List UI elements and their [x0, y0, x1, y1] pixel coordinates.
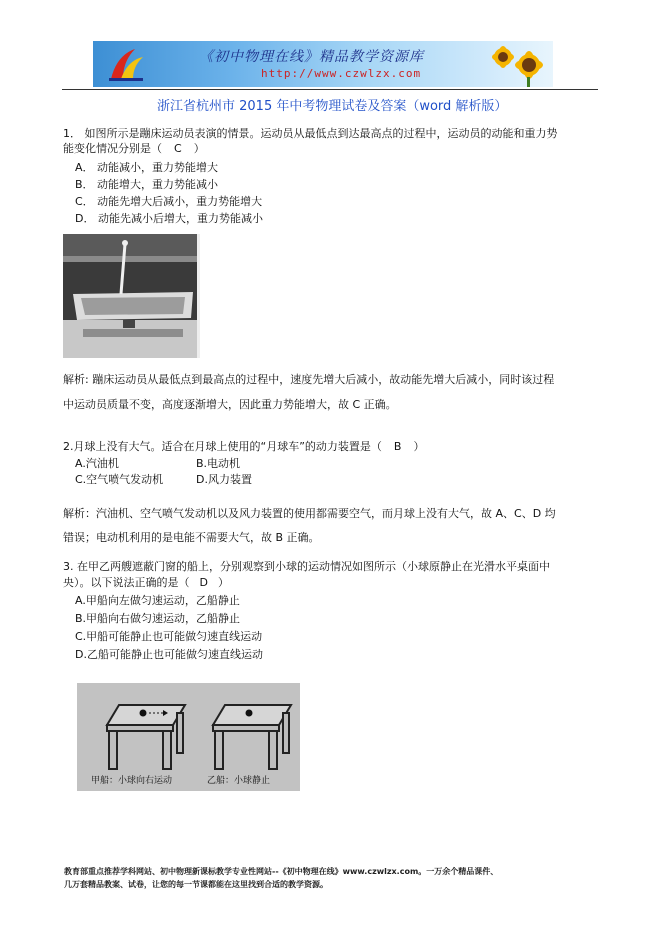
q3-stem-line1: 3. 在甲乙两艘遮蔽门窗的船上，分别观察到小球的运动情况如图所示（小球原静止在光滑水平桌面中	[63, 560, 550, 573]
q3-option-b: B.甲船向右做匀速运动，乙船静止	[75, 612, 241, 625]
site-logo-icon	[105, 45, 145, 83]
q2-answer: B	[393, 440, 402, 453]
q3-option-d: D.乙船可能静止也可能做匀速直线运动	[75, 648, 263, 661]
banner-title: 《初中物理在线》精品教学资源库	[199, 49, 424, 65]
q2-option-c: C.空气喷气发动机	[75, 473, 164, 486]
q2-stem-prefix: 2.月球上没有大气。适合在月球上使用的“月球车”的动力装置是（	[63, 440, 382, 453]
q3-answer: D	[199, 576, 208, 589]
header-rule	[62, 89, 598, 90]
q2-stem	[63, 440, 424, 454]
q1-option-c: C． 动能先增大后减小，重力势能增大	[75, 195, 263, 208]
figure-caption-left: 甲船：小球向右运动	[91, 776, 173, 786]
q2-option-a: A.汽油机	[75, 457, 119, 470]
banner-url[interactable]: http://www.czwlzx.com	[261, 67, 422, 80]
q2-stem-suffix: ）	[413, 440, 425, 453]
trampoline-photo-icon	[63, 234, 200, 358]
q3-option-c: C.甲船可能静止也可能做匀速直线运动	[75, 630, 263, 643]
header-banner	[93, 41, 553, 87]
q3-stem-suffix: ）	[217, 576, 229, 589]
q2-option-b: B.电动机	[196, 457, 241, 470]
q1-stem-line1: 1． 如图所示是蹦床运动员表演的情景。运动员从最低点到达最高点的过程中，运动员的动能和重力势	[63, 127, 558, 140]
q1-option-a: A． 动能减小，重力势能增大	[75, 161, 219, 174]
figure-caption-right: 乙船：小球静止	[207, 776, 271, 786]
q1-option-b: B． 动能增大，重力势能减小	[75, 178, 219, 191]
q2-option-d: D.风力装置	[196, 473, 252, 486]
q1-analysis-line2: 中运动员质量不变，高度逐渐增大，因此重力势能增大，故 C 正确。	[63, 398, 397, 411]
q1-stem-line2	[63, 142, 205, 156]
q3-option-a: A.甲船向左做匀速运动，乙船静止	[75, 594, 240, 607]
q1-stem-prefix: 能变化情况分别是（	[63, 142, 162, 155]
q1-option-d: D． 动能先减小后增大，重力势能减小	[75, 212, 263, 225]
trampoline-photo	[63, 234, 200, 358]
document-title: 浙江省杭州市 2015 年中考物理试卷及答案（word 解析版）	[157, 99, 508, 114]
boats-table-figure	[77, 683, 300, 791]
q1-answer: C	[174, 142, 182, 155]
q2-analysis-line2: 错误；电动机利用的是电能不需要大气，故 B 正确。	[63, 531, 320, 544]
q1-analysis-line1: 解析: 蹦床运动员从最低点到最高点的过程中，速度先增大后减小，故动能先增大后减小，同时该过程	[63, 373, 555, 386]
q1-stem-suffix: ）	[193, 142, 205, 155]
q2-analysis-line1: 解析：汽油机、空气喷气发动机以及风力装置的使用都需要空气，而月球上没有大气，故 A、C、D 均	[63, 507, 556, 520]
sunflower-icon	[483, 43, 549, 87]
q3-stem-prefix: 央）。以下说法正确的是（	[63, 576, 190, 589]
footer-line1: 教育部重点推荐学科网站、初中物理新课标教学专业性网站--《初中物理在线》www.czwlzx.com。一万余个精品课件、	[64, 867, 499, 876]
q3-stem-line2	[63, 576, 229, 590]
page-footer	[64, 865, 604, 891]
footer-line2: 几万套精品教案、试卷，让您的每一节课都能在这里找到合适的教学资源。	[64, 880, 328, 889]
